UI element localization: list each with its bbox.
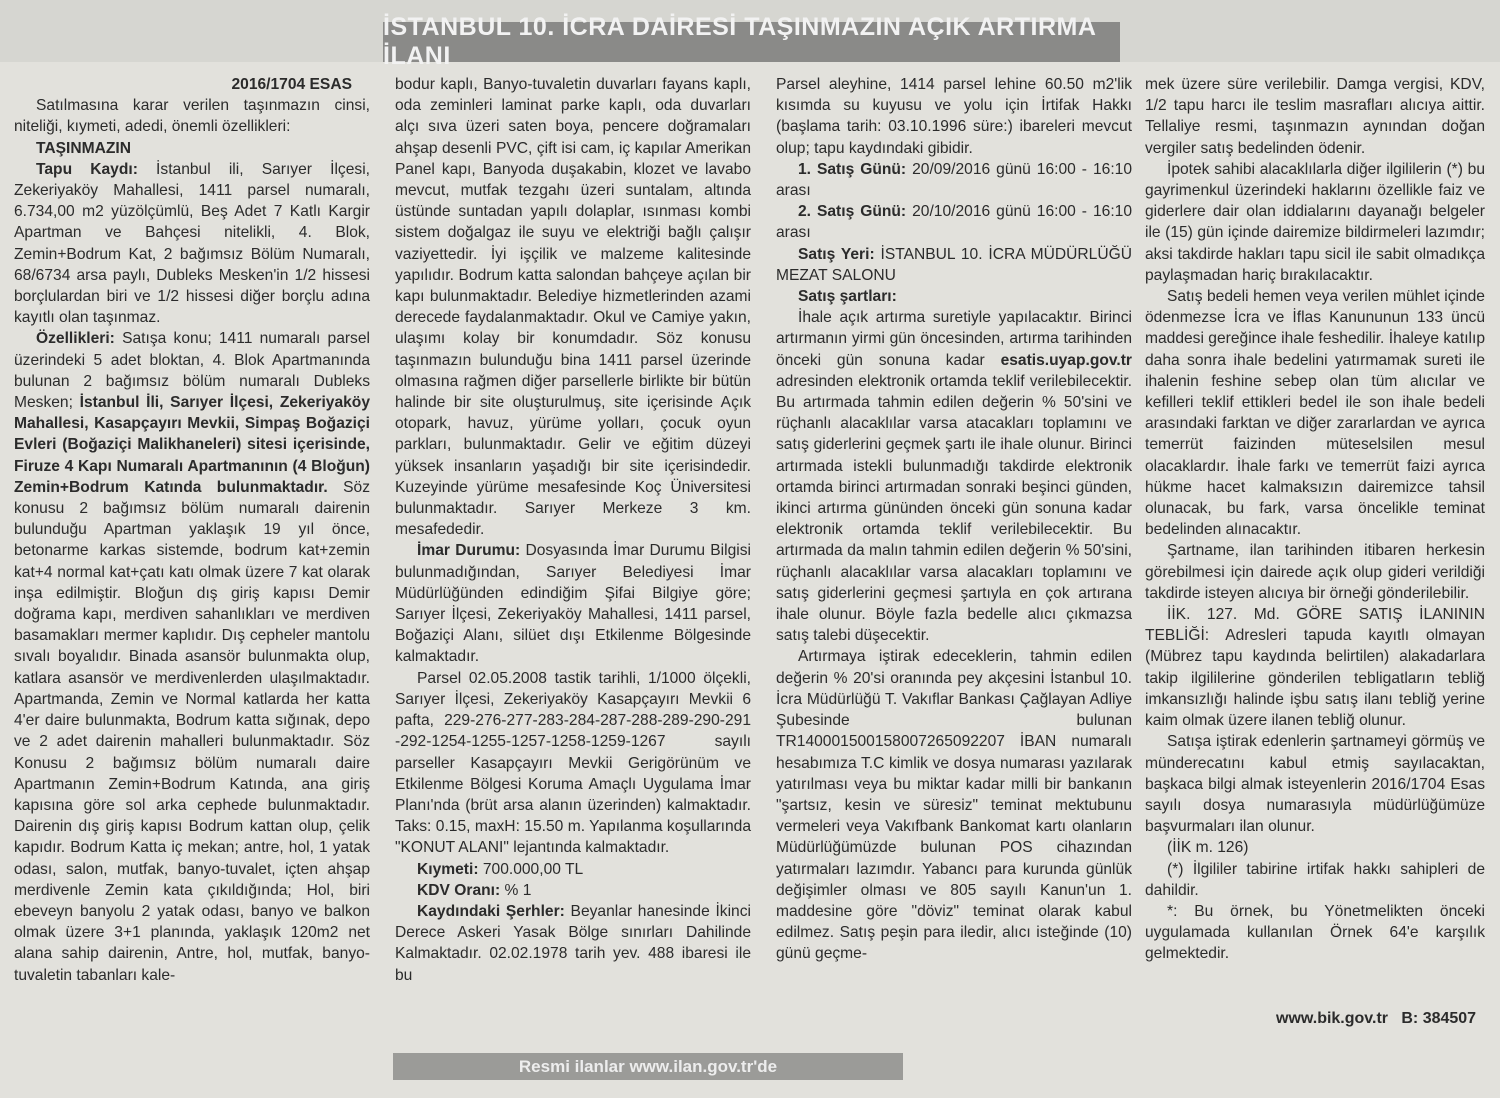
annotations-paragraph (395, 901, 751, 986)
value-amount: 700.000,00 TL (478, 860, 584, 878)
footnote-2: *: Bu örnek, bu Yönetmelikten önceki uygulamada kullanılan Örnek 64'e karşılık gelmektedir. (1145, 902, 1485, 963)
description-continued: bodur kaplı, Banyo-tuvaletin duvarları fayans kaplı, oda zeminleri laminat parke kaplı, oda duvarları alçı sıva üzeri saten boya, pencere doğramaları ahşap desenli PVC, çift isi cam, iç kapılar Amerikan Panel kapı, Banyoda duşakabin, klozet ve lavabo mevcut, mutfak tezgahı üzeri suntalam, altında üstünde suntadan yapılı dolaplar, ısınması kombi sistem doğalgaz ile suyu ve elektriği bağlı çalışır vaziyettedir. İyi işçilik ve malzeme kalitesinde yapılıdır. Bodrum katta salondan bahçeye açılan bir kapı bulunmaktadır. Belediye hizmetlerinden azami derecede faydalanmaktadır. Okul ve Camiye yakın, ulaşımı kolay bir konumdadır. Söz konusu taşınmazın bulunduğu bina 1411 parsel üzerinde olmasına rağmen diğer parsellerle birlikte bir bütün halinde bir site oluşturulmuş, site içerisinde Açık otopark, havuz, yürüme yolları, çocuk oyun parkları, bulunmaktadır. Gelir ve eğitim düzeyi yüksek insanların yaşadığı bir site içerisindedir. Kuzeyinde yürüme mesafesinde Koç Üniversitesi bulunmaktadır. Sarıyer Merkeze 3 km. mesafededir. (395, 76, 751, 539)
auction-site: esatis.uyap.gov.tr (1000, 351, 1132, 369)
sale-day-2-label: 2. Satış Günü: (798, 203, 907, 221)
sale-terms-heading (776, 286, 1132, 307)
sale-terms-text-2: adresinden elektronik ortamda teklif verilebilecektir. Bu artırmada tahmin edilen değerin % 50'sini ve rüçhanlı alacaklılar varsa atacakları toplamını ve satış giderlerini geçmek şartı ile ihale olunur. Birinci artırmada istekli bulunmadığı takdirde elektronik ortamda birinci artırmadan sonraki beşinci günden, ikinci artırma gününden önceki gün sonuna kadar elektronik ortamda teklif verilebilecektir. Bu artırmada da malın tahmin edilen değerin % 50'sini, rüçhanlı alacaklılar varsa alacakları toplamını ve satış giderlerini geçmesi şartıyla en çok artırana ihale olunur. Böyle fazla bedelle alıcı çıkmazsa satış talebi düşecektir. (776, 372, 1132, 645)
value-line (395, 859, 751, 880)
vat-rate: % 1 (500, 881, 532, 899)
sale-place-label: Satış Yeri: (798, 245, 875, 263)
announcement-title: İSTANBUL 10. İCRA DAİRESİ TAŞINMAZIN AÇIK ARTIRMA İLANI (383, 22, 1120, 62)
law-reference: (İİK m. 126) (1167, 839, 1249, 857)
publisher-signature (1276, 1010, 1476, 1028)
sale-day-1-text: 20/09/2016 günü 16:00 - 16:10 arası (776, 160, 1133, 200)
zoning-label: İmar Durumu: (417, 542, 521, 560)
sale-day-1-label: 1. Satış Günü: (798, 160, 907, 178)
sale-day-1 (776, 159, 1132, 201)
sale-place-text: İSTANBUL 10. İCRA MÜDÜRLÜĞÜ MEZAT SALONU (776, 245, 1132, 284)
features-location: İstanbul İli, Sarıyer İlçesi, Zekeriyaköy Mahallesi, Kasapçayırı Mevkii, Simpaş Boğaziçi Evleri (Boğaziçi Malikhaneleri) sitesi içerisinde, Firuze 4 Kapı Numaralı Apartmanının (4 Bloğun) Zemin+Bodrum Katında bulunmaktadır. (14, 394, 370, 496)
footnote-1: (*) İlgililer tabirine irtifak hakkı sahipleri de dahildir. (1145, 860, 1485, 899)
publisher-site: www.bik.gov.tr (1276, 1010, 1389, 1027)
column-4 (1145, 74, 1485, 965)
value-label: Kıymeti: (417, 860, 479, 878)
sale-day-2-text: 20/10/2016 günü 16:00 - 16:10 arası (776, 203, 1133, 242)
notification-paragraph: İİK. 127. Md. GÖRE SATIŞ İLANININ TEBLİĞİ: Adresleri tapuda kayıtlı olmayan (Mübrez tapu kaydında belirtilen) alakadarlara takip ilgililerine gönderilen tebligatların tebliğ imkansızlığı halinde işbu satış ilanı tebliğ yerine kaim olmak üzere ilanen tebliğ olunur. (1145, 606, 1485, 730)
tapu-label: Tapu Kaydı: (36, 160, 138, 178)
features-text-2: Söz konusu 2 bağımsız bölüm numaralı dairenin bulunduğu Apartman yaklaşık 19 yıl önce, betonarme karkas sistemde, bodrum kat+zemin kat+4 normal kat+çatı katı olmak üzere 7 kat olarak inşa edilmiştir. Bloğun dış giriş kapısı Demir doğrama kapı, merdiven sahanlıkları ve merdiven basamakları mermer kaplıdır. Dış cepheler mantolu sıvalı boyalıdır. Binada asansör bulunmakta olup, katlara asansör ve merdivenlerden ulaşılmaktadır. Apartmanda, Zemin ve Normal katlarda her katta 4'er daire bulunmakta, Bodrum katta sığınak, depo ve 2 adet dairenin mahalleri bulunmaktadır. Söz Konusu 2 bağımsız bölüm numaralı daire Apartmanın Zemin+Bodrum Katında, ana giriş kapısına göre sol arka cephede bulunmaktadır. Dairenin dış giriş kapısı Bodrum kattan olup, çelik kapıdır. Bodrum Katta iç mekan; antre, hol, 1 yatak odası, salon, mutfak, banyo-tuvalet, içten ahşap merdivenle Zemin kata çıkıldığında; Hol, biri ebeveyn banyolu 2 yatak odası, banyo ve balkon olmak üzere 3+1 planında, yaklaşık 120m2 net alana sahip dairenin, Antre, hol, mutfak, banyo-tuvaletin tabanları kale- (14, 478, 370, 984)
features-paragraph (14, 328, 370, 985)
zoning-text: Dosyasında İmar Durumu Bilgisi bulunmadığından, Sarıyer Belediyesi İmar Müdürlüğünden edindiğim Şifai Bilgiye göre; Sarıyer İlçesi, Zekeriyaköy Mahallesi, 1411 parsel, Boğaziçi Alanı, silüet dışı Etkilenme Bölgesinde kalmaktadır. (395, 542, 751, 666)
payment-paragraph: Satış bedeli hemen veya verilen mühlet içinde ödenmezse İcra ve İflas Kanununun 133 üncü maddesi gereğince ihale feshedilir. İhaleye katılıp daha sonra ihale bedelini yatırmamak sureti ile ihalenin feshine sebep olan tüm alıcılar ve kefilleri teklif ettikleri bedel ile son ihale bedeli arasındaki farktan ve diğer zararlardan ve ayrıca temerrüt faizinden müteselsilen mesul olacaklardır. İhale farkı ve temerrüt faizi ayrıca hükme hacet kalmaksızın dairemizce tahsil olunacak, bu fark, varsa öncelikle teminat bedelinden alınacaktır. (1145, 288, 1485, 539)
case-number: 2016/1704 ESAS (231, 76, 352, 93)
parcel-paragraph: Parsel 02.05.2008 tastik tarihli, 1/1000 ölçekli, Sarıyer İlçesi, Zekeriyaköy Kasapçayırı Mevkii 6 pafta, 229-276-277-283-284-287-288-289-290-291 -292-1254-1255-1257-1258-1259-1267 sayılı parseller Kasapçayırı Mevkii Gerigörünüm ve Etkilenme Bölgesi Koruma Amaçlı Uygulama İmar Planı'nda (brüt arsa alanın üzerinden) kalmaktadır. Taks: 0.15, maxH: 15.50 m. Yapılanma koşullarında "KONUT ALANI" lejantında kalmaktadır. (395, 669, 751, 857)
annotations-text: Beyanlar hanesinde İkinci Derece Askeri Yasak Bölge sınırları Dahilinde Kalmaktadır. 02.02.1978 tarih yev. 488 ibaresi ile bu (395, 902, 751, 984)
easement-text: Parsel aleyhine, 1414 parsel lehine 60.50 m2'lik kısımda su kuyusu ve yolu için İrtifak Hakkı (başlama tarih: 03.10.1996 süre:) ibareleri mevcut olup; tapu kaydındaki gibidir. (776, 76, 1132, 157)
column-1 (14, 74, 370, 986)
mortgage-paragraph: İpotek sahibi alacaklılarla diğer ilgililerin (*) bu gayrimenkul üzerindeki haklarını özellikle faiz ve giderlere dair olan iddialarını dayanağı belgeler ile (15) gün içinde dairemize bildirmeleri lazımdır; aksi takdirde hakları tapu sicil ile sabit olmadıkça paylaşmadan hariç bırakılacaktır. (1145, 160, 1485, 284)
sale-terms-paragraph (776, 307, 1132, 646)
section-heading: TAŞINMAZIN (36, 139, 131, 157)
publisher-code: B: 384507 (1401, 1010, 1477, 1027)
closing-paragraph: Satışa iştirak edenlerin şartnameyi görmüş ve münderecatını kabul etmiş sayılacaktan, başkaca bilgi almak isteyenlerin 2016/1704 Esas sayılı dosya numarasıyla müdürlüğümüze başvurmaları ilan olunur. (1145, 733, 1485, 836)
vat-label: KDV Oranı: (417, 881, 501, 899)
tapu-text: İstanbul ili, Sarıyer İlçesi, Zekeriyaköy Mahallesi, 1411 parsel numaralı, 6.734,00 m2 yüzölçümlü, Beş Adet 7 Katlı Kargir Apartman ve Bahçesi nitelikli, 4. Blok, Zemin+Bodrum Kat, 2 bağımsız Bölüm Numaralı, 68/6734 arsa paylı, Dubleks Mesken'in 1/2 hissesi borçlulardan biri ve 1/2 hissesi diğer borçlu adına kayıtlı olan taşınmaz. (14, 160, 370, 327)
sale-terms-text-1: İhale açık artırma suretiyle yapılacaktır. Birinci artırmanın yirmi gün öncesinden, artırma tarihinden önceki gün sonuna kadar (776, 309, 1132, 369)
tapu-paragraph (14, 159, 370, 329)
fees-paragraph: mek üzere süre verilebilir. Damga vergisi, KDV, 1/2 tapu harcı ile teslim masrafları alıcıya aittir. Tellaliye resmi, taşınmazın aynından doğan vergiler satış bedelinden ödenir. (1145, 76, 1485, 157)
footer-banner: Resmi ilanlar www.ilan.gov.tr'de (393, 1053, 903, 1080)
features-text-1: Satışa konu; 1411 numaralı parsel üzerindeki 5 adet bloktan, 4. Blok Apartmanında bulunan 2 bağımsız bölüm numaralı Dubleks Mesken; (14, 330, 370, 412)
specification-paragraph: Şartname, ilan tarihinden itibaren herkesin görebilmesi için dairede açık olup gideri verildiği takdirde isteyen alıcıya bir örneği gönderilebilir. (1145, 542, 1485, 602)
sale-day-2 (776, 201, 1132, 243)
zoning-paragraph (395, 540, 751, 667)
intro-text: Satılmasına karar verilen taşınmazın cinsi, niteliği, kıymeti, adedi, önemli özellikleri: (14, 97, 370, 136)
deposit-paragraph: Artırmaya iştirak edeceklerin, tahmin edilen değerin % 20'si oranında pey akçesini İstanbul 10. İcra Müdürlüğü T. Vakıflar Bankası Çağlayan Adliye Şubesinde bulunan TR140001500158007265092207 İBAN numaralı hesabımıza T.C kimlik ve dosya numarası yazılarak yatırılması veya bu miktar kadar milli bir bankanın "şartsız, kesin ve süresiz" teminat mektubunu vermeleri veya Vakıfbank Bankomat kartı olanların Müdürlüğümüzde bulunan POS cihazından yatırmaları lazımdır. Yabancı para kurunda günlük değişimler olması ve 805 sayılı Kanun'un 1. maddesine göre "döviz" teminat olarak kabul edilmez. Satış peşin para iledir, alıcı isteğinde (10) günü geçme- (776, 648, 1132, 963)
vat-line (395, 880, 751, 901)
annotations-label: Kaydındaki Şerhler: (417, 902, 565, 920)
header-band (0, 0, 1500, 70)
features-label: Özellikleri: (36, 330, 115, 348)
sale-place (776, 244, 1132, 286)
sale-terms-label: Satış şartları: (798, 288, 897, 306)
column-2 (395, 74, 751, 986)
column-3 (776, 74, 1132, 965)
